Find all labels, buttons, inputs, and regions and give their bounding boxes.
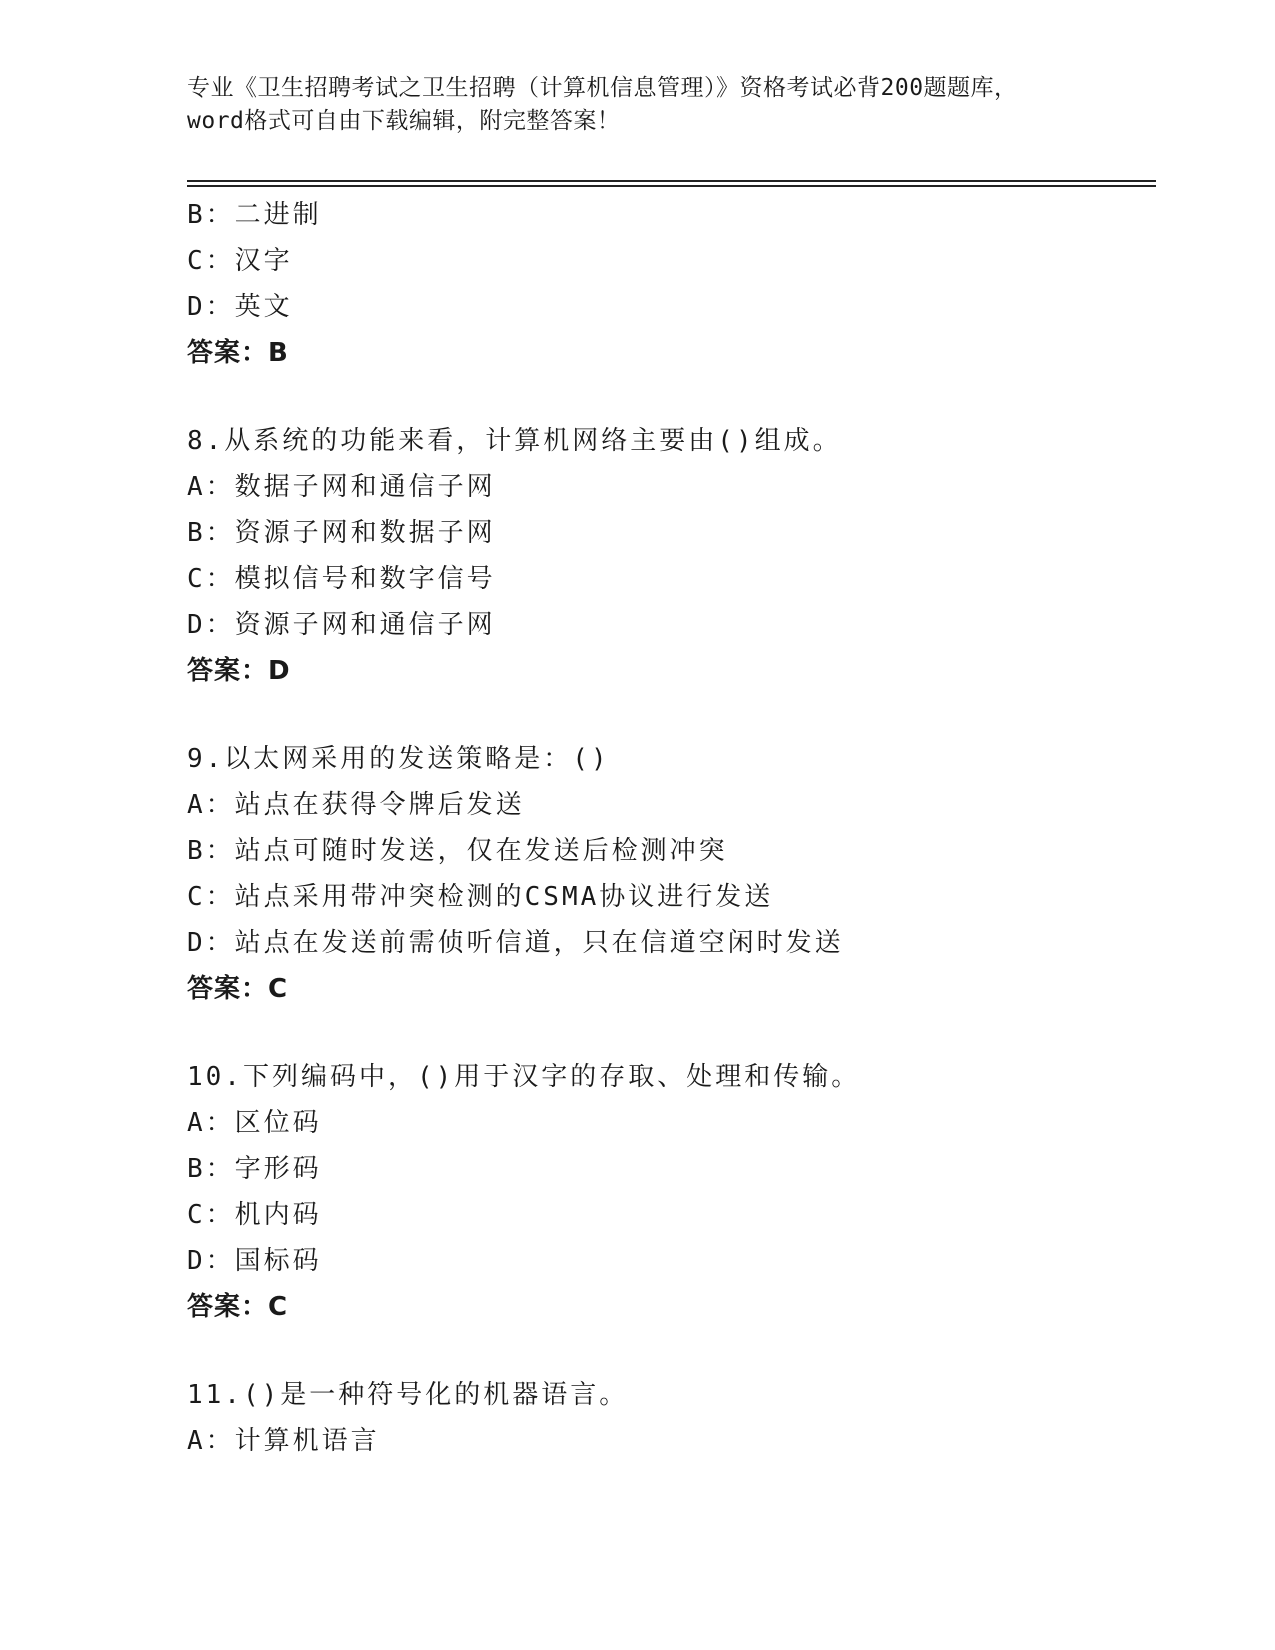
option-d: D：站点在发送前需侦听信道，只在信道空闲时发送 xyxy=(187,928,844,958)
question-block-11 xyxy=(187,1372,1156,1464)
question-text: 9.以太网采用的发送策略是：() xyxy=(187,744,610,774)
question-block-7 xyxy=(187,192,1156,376)
answer-text: 答案：C xyxy=(187,1292,289,1322)
option-a: A：区位码 xyxy=(187,1108,322,1138)
question-list xyxy=(187,192,1156,1464)
option-c: C：汉字 xyxy=(187,246,293,276)
answer-text: 答案：D xyxy=(187,656,291,686)
option-c: C：站点采用带冲突检测的CSMA协议进行发送 xyxy=(187,882,774,912)
answer-text: 答案：B xyxy=(187,338,289,368)
header-divider-bottom xyxy=(187,185,1156,187)
document-header xyxy=(187,72,1087,138)
question-text: 11.()是一种符号化的机器语言。 xyxy=(187,1380,629,1410)
question-text: 8.从系统的功能来看，计算机网络主要由()组成。 xyxy=(187,426,842,456)
question-block-8 xyxy=(187,418,1156,694)
question-spacer xyxy=(187,1012,1156,1054)
option-b: B：二进制 xyxy=(187,200,322,230)
option-c: C：模拟信号和数字信号 xyxy=(187,564,496,594)
option-a: A：数据子网和通信子网 xyxy=(187,472,496,502)
option-c: C：机内码 xyxy=(187,1200,322,1230)
header-title-line1: 专业《卫生招聘考试之卫生招聘（计算机信息管理）》资格考试必背200题题库， xyxy=(187,75,1018,101)
header-title-line2: word格式可自由下载编辑，附完整答案！ xyxy=(187,108,621,134)
header-divider-top xyxy=(187,180,1156,182)
option-b: B：资源子网和数据子网 xyxy=(187,518,496,548)
question-block-9 xyxy=(187,736,1156,1012)
answer-text: 答案：C xyxy=(187,974,289,1004)
question-spacer xyxy=(187,694,1156,736)
question-text: 10.下列编码中，()用于汉字的存取、处理和传输。 xyxy=(187,1062,861,1092)
option-d: D：资源子网和通信子网 xyxy=(187,610,496,640)
option-d: D：国标码 xyxy=(187,1246,322,1276)
option-b: B：字形码 xyxy=(187,1154,322,1184)
option-a: A：计算机语言 xyxy=(187,1426,380,1456)
option-b: B：站点可随时发送，仅在发送后检测冲突 xyxy=(187,836,728,866)
option-d: D：英文 xyxy=(187,292,293,322)
question-spacer xyxy=(187,1330,1156,1372)
option-a: A：站点在获得令牌后发送 xyxy=(187,790,525,820)
question-block-10 xyxy=(187,1054,1156,1330)
question-spacer xyxy=(187,376,1156,418)
